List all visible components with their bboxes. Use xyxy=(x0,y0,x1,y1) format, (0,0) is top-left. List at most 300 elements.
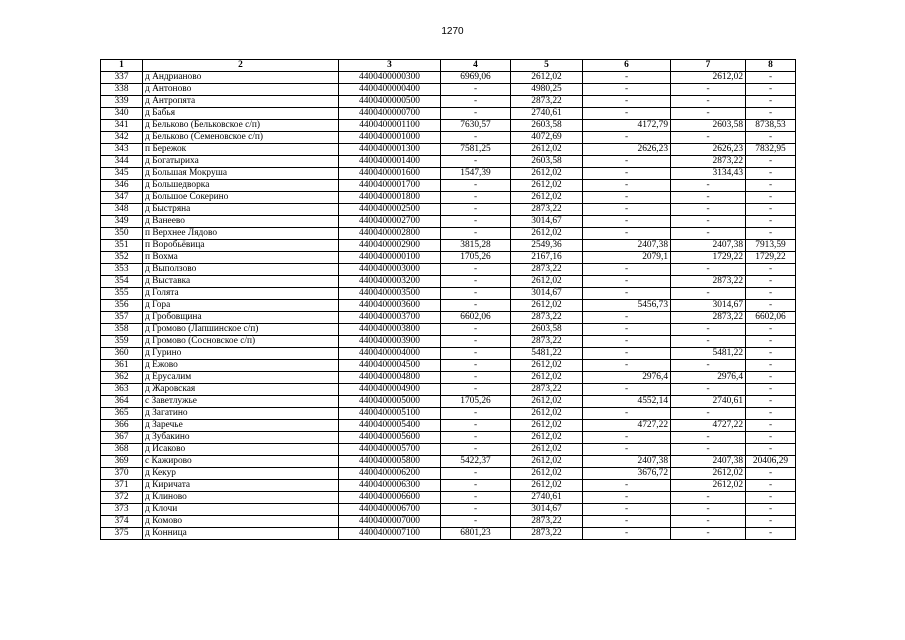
settlement-name-cell: д Громово (Лапшинское с/п) xyxy=(143,324,339,336)
settlement-name-cell: д Ванеево xyxy=(143,216,339,228)
value-cell: 1705,26 xyxy=(441,396,511,408)
code-cell: 4400400005700 xyxy=(339,444,441,456)
value-cell: - xyxy=(441,408,511,420)
value-cell: 4552,14 xyxy=(583,396,671,408)
table-row xyxy=(101,528,796,540)
value-cell: - xyxy=(746,84,796,96)
value-cell: 5481,22 xyxy=(511,348,583,360)
value-cell: - xyxy=(746,276,796,288)
row-number-cell: 353 xyxy=(101,264,143,276)
value-cell: 2612,02 xyxy=(511,456,583,468)
value-cell: - xyxy=(671,516,746,528)
row-number-cell: 341 xyxy=(101,120,143,132)
value-cell: - xyxy=(746,444,796,456)
row-number-cell: 345 xyxy=(101,168,143,180)
value-cell: - xyxy=(583,384,671,396)
settlement-name-cell: д Клиново xyxy=(143,492,339,504)
value-cell: - xyxy=(583,408,671,420)
value-cell: 2873,22 xyxy=(511,204,583,216)
value-cell: - xyxy=(441,108,511,120)
code-cell: 4400400001400 xyxy=(339,156,441,168)
settlement-name-cell: д Исаково xyxy=(143,444,339,456)
value-cell: 6602,06 xyxy=(746,312,796,324)
value-cell: 2612,02 xyxy=(511,372,583,384)
code-cell: 4400400003900 xyxy=(339,336,441,348)
value-cell: 2612,02 xyxy=(511,408,583,420)
value-cell: 2976,4 xyxy=(583,372,671,384)
column-header: 4 xyxy=(441,60,511,72)
code-cell: 4400400002800 xyxy=(339,228,441,240)
value-cell: - xyxy=(441,204,511,216)
value-cell: 4727,22 xyxy=(671,420,746,432)
value-cell: - xyxy=(583,480,671,492)
row-number-cell: 349 xyxy=(101,216,143,228)
value-cell: - xyxy=(441,324,511,336)
value-cell: - xyxy=(583,96,671,108)
code-cell: 4400400007000 xyxy=(339,516,441,528)
value-cell: 5481,22 xyxy=(671,348,746,360)
value-cell: 2603,58 xyxy=(511,324,583,336)
table-row xyxy=(101,108,796,120)
value-cell: 2603,58 xyxy=(511,156,583,168)
code-cell: 4400400000100 xyxy=(339,252,441,264)
row-number-cell: 370 xyxy=(101,468,143,480)
table-row xyxy=(101,480,796,492)
table-row xyxy=(101,180,796,192)
settlement-name-cell: д Комово xyxy=(143,516,339,528)
value-cell: - xyxy=(671,360,746,372)
column-header: 1 xyxy=(101,60,143,72)
value-cell: 2612,02 xyxy=(671,468,746,480)
code-cell: 4400400006600 xyxy=(339,492,441,504)
value-cell: 2740,61 xyxy=(511,108,583,120)
settlement-name-cell: п Бережок xyxy=(143,144,339,156)
row-number-cell: 339 xyxy=(101,96,143,108)
value-cell: - xyxy=(746,336,796,348)
value-cell: 7832,95 xyxy=(746,144,796,156)
settlements-table xyxy=(100,59,796,540)
table-row xyxy=(101,336,796,348)
value-cell: - xyxy=(583,84,671,96)
value-cell: 2873,22 xyxy=(511,264,583,276)
settlement-name-cell: д Кекур xyxy=(143,468,339,480)
value-cell: - xyxy=(583,216,671,228)
settlement-name-cell: д Большая Мокруша xyxy=(143,168,339,180)
code-cell: 4400400001100 xyxy=(339,120,441,132)
code-cell: 4400400000300 xyxy=(339,72,441,84)
table-row xyxy=(101,300,796,312)
row-number-cell: 360 xyxy=(101,348,143,360)
value-cell: - xyxy=(583,360,671,372)
value-cell: 7913,59 xyxy=(746,240,796,252)
row-number-cell: 369 xyxy=(101,456,143,468)
value-cell: 2873,22 xyxy=(511,384,583,396)
value-cell: - xyxy=(583,204,671,216)
value-cell: - xyxy=(583,528,671,540)
value-cell: 2873,22 xyxy=(511,312,583,324)
value-cell: - xyxy=(746,264,796,276)
value-cell: 2612,02 xyxy=(671,480,746,492)
value-cell: 2612,02 xyxy=(511,180,583,192)
value-cell: 6969,06 xyxy=(441,72,511,84)
code-cell: 4400400003700 xyxy=(339,312,441,324)
settlement-name-cell: с Заветлужье xyxy=(143,396,339,408)
value-cell: - xyxy=(583,432,671,444)
value-cell: 4072,69 xyxy=(511,132,583,144)
value-cell: - xyxy=(671,228,746,240)
value-cell: 4172,79 xyxy=(583,120,671,132)
value-cell: - xyxy=(441,216,511,228)
value-cell: - xyxy=(441,480,511,492)
column-header: 2 xyxy=(143,60,339,72)
row-number-cell: 357 xyxy=(101,312,143,324)
value-cell: 2873,22 xyxy=(671,276,746,288)
value-cell: 3815,28 xyxy=(441,240,511,252)
value-cell: 3014,67 xyxy=(511,288,583,300)
value-cell: 2740,61 xyxy=(511,492,583,504)
value-cell: - xyxy=(746,504,796,516)
value-cell: - xyxy=(441,468,511,480)
value-cell: - xyxy=(583,504,671,516)
value-cell: - xyxy=(441,372,511,384)
table-row xyxy=(101,432,796,444)
value-cell: 2612,02 xyxy=(511,432,583,444)
value-cell: 4727,22 xyxy=(583,420,671,432)
value-cell: - xyxy=(746,300,796,312)
code-cell: 4400400003000 xyxy=(339,264,441,276)
value-cell: - xyxy=(746,96,796,108)
value-cell: - xyxy=(746,180,796,192)
settlement-name-cell: д Бельково (Бельковское с/п) xyxy=(143,120,339,132)
value-cell: 2167,16 xyxy=(511,252,583,264)
code-cell: 4400400001300 xyxy=(339,144,441,156)
value-cell: 2612,02 xyxy=(511,420,583,432)
value-cell: 8738,53 xyxy=(746,120,796,132)
value-cell: - xyxy=(671,336,746,348)
value-cell: - xyxy=(441,432,511,444)
column-header: 3 xyxy=(339,60,441,72)
value-cell: 2873,22 xyxy=(671,156,746,168)
value-cell: - xyxy=(671,492,746,504)
code-cell: 4400400006200 xyxy=(339,468,441,480)
code-cell: 4400400004800 xyxy=(339,372,441,384)
code-cell: 4400400006700 xyxy=(339,504,441,516)
value-cell: - xyxy=(583,72,671,84)
code-cell: 4400400003600 xyxy=(339,300,441,312)
value-cell: 20406,29 xyxy=(746,456,796,468)
settlement-name-cell: д Конница xyxy=(143,528,339,540)
code-cell: 4400400004000 xyxy=(339,348,441,360)
value-cell: - xyxy=(671,84,746,96)
value-cell: - xyxy=(583,348,671,360)
value-cell: - xyxy=(583,492,671,504)
value-cell: - xyxy=(583,312,671,324)
table-row xyxy=(101,84,796,96)
row-number-cell: 363 xyxy=(101,384,143,396)
value-cell: - xyxy=(671,108,746,120)
value-cell: - xyxy=(746,348,796,360)
table-row xyxy=(101,120,796,132)
value-cell: - xyxy=(746,480,796,492)
value-cell: 2603,58 xyxy=(671,120,746,132)
value-cell: 2407,38 xyxy=(583,456,671,468)
value-cell: 2612,02 xyxy=(511,168,583,180)
code-cell: 4400400001700 xyxy=(339,180,441,192)
row-number-cell: 340 xyxy=(101,108,143,120)
row-number-cell: 350 xyxy=(101,228,143,240)
value-cell: 2626,23 xyxy=(671,144,746,156)
value-cell: - xyxy=(583,336,671,348)
settlement-name-cell: д Жаровская xyxy=(143,384,339,396)
value-cell: - xyxy=(583,228,671,240)
table-row xyxy=(101,216,796,228)
value-cell: 3676,72 xyxy=(583,468,671,480)
value-cell: 2612,02 xyxy=(511,444,583,456)
settlement-name-cell: п Вохма xyxy=(143,252,339,264)
value-cell: - xyxy=(441,384,511,396)
table-row xyxy=(101,252,796,264)
value-cell: - xyxy=(441,96,511,108)
value-cell: 3134,43 xyxy=(671,168,746,180)
table-body xyxy=(101,72,796,540)
settlement-name-cell: д Клочи xyxy=(143,504,339,516)
value-cell: - xyxy=(583,168,671,180)
table-row xyxy=(101,456,796,468)
value-cell: 2612,02 xyxy=(511,396,583,408)
value-cell: - xyxy=(746,432,796,444)
table-row xyxy=(101,132,796,144)
table-row xyxy=(101,192,796,204)
page-number: 1270 xyxy=(441,26,464,37)
value-cell: 2612,02 xyxy=(671,72,746,84)
settlement-name-cell: д Бельково (Семеновское с/п) xyxy=(143,132,339,144)
value-cell: - xyxy=(441,228,511,240)
value-cell: - xyxy=(746,132,796,144)
value-cell: - xyxy=(583,180,671,192)
value-cell: - xyxy=(441,516,511,528)
table-row xyxy=(101,156,796,168)
value-cell: 2612,02 xyxy=(511,228,583,240)
value-cell: 2612,02 xyxy=(511,144,583,156)
value-cell: 7630,57 xyxy=(441,120,511,132)
value-cell: - xyxy=(671,216,746,228)
value-cell: - xyxy=(746,408,796,420)
value-cell: - xyxy=(441,264,511,276)
settlement-name-cell: д Гробовщина xyxy=(143,312,339,324)
settlement-name-cell: д Большедворка xyxy=(143,180,339,192)
value-cell: - xyxy=(441,156,511,168)
row-number-cell: 375 xyxy=(101,528,143,540)
value-cell: - xyxy=(671,432,746,444)
table-row xyxy=(101,420,796,432)
table-row xyxy=(101,372,796,384)
row-number-cell: 346 xyxy=(101,180,143,192)
value-cell: - xyxy=(746,384,796,396)
value-cell: 1729,22 xyxy=(671,252,746,264)
value-cell: - xyxy=(441,504,511,516)
row-number-cell: 365 xyxy=(101,408,143,420)
value-cell: - xyxy=(583,276,671,288)
column-header: 6 xyxy=(583,60,671,72)
code-cell: 4400400001800 xyxy=(339,192,441,204)
value-cell: - xyxy=(441,348,511,360)
table-row xyxy=(101,240,796,252)
value-cell: 2873,22 xyxy=(511,516,583,528)
value-cell: 7581,25 xyxy=(441,144,511,156)
table-row xyxy=(101,168,796,180)
table-row xyxy=(101,408,796,420)
value-cell: 2407,38 xyxy=(583,240,671,252)
code-cell: 4400400005800 xyxy=(339,456,441,468)
value-cell: 5422,37 xyxy=(441,456,511,468)
table-row xyxy=(101,96,796,108)
table-row xyxy=(101,516,796,528)
code-cell: 4400400006300 xyxy=(339,480,441,492)
value-cell: 2612,02 xyxy=(511,72,583,84)
value-cell: 2612,02 xyxy=(511,192,583,204)
settlement-name-cell: п Верхнее Лядово xyxy=(143,228,339,240)
value-cell: - xyxy=(583,444,671,456)
value-cell: 2612,02 xyxy=(511,480,583,492)
value-cell: 2407,38 xyxy=(671,240,746,252)
value-cell: 2407,38 xyxy=(671,456,746,468)
value-cell: 6801,23 xyxy=(441,528,511,540)
table-row xyxy=(101,360,796,372)
code-cell: 4400400001600 xyxy=(339,168,441,180)
value-cell: - xyxy=(441,84,511,96)
row-number-cell: 359 xyxy=(101,336,143,348)
value-cell: - xyxy=(441,276,511,288)
value-cell: - xyxy=(671,324,746,336)
settlement-name-cell: д Богатыриха xyxy=(143,156,339,168)
table-row xyxy=(101,204,796,216)
row-number-cell: 361 xyxy=(101,360,143,372)
value-cell: - xyxy=(746,108,796,120)
value-cell: - xyxy=(746,192,796,204)
value-cell: 2873,22 xyxy=(511,528,583,540)
column-header: 5 xyxy=(511,60,583,72)
row-number-cell: 343 xyxy=(101,144,143,156)
value-cell: - xyxy=(746,72,796,84)
settlement-name-cell: д Быстряна xyxy=(143,204,339,216)
value-cell: - xyxy=(671,96,746,108)
code-cell: 4400400005400 xyxy=(339,420,441,432)
row-number-cell: 358 xyxy=(101,324,143,336)
value-cell: - xyxy=(746,204,796,216)
settlement-name-cell: д Громово (Сосновское с/п) xyxy=(143,336,339,348)
row-number-cell: 373 xyxy=(101,504,143,516)
code-cell: 4400400000400 xyxy=(339,84,441,96)
value-cell: - xyxy=(746,516,796,528)
row-number-cell: 344 xyxy=(101,156,143,168)
table-row xyxy=(101,504,796,516)
value-cell: 2603,58 xyxy=(511,120,583,132)
row-number-cell: 368 xyxy=(101,444,143,456)
header-row xyxy=(101,60,796,72)
value-cell: - xyxy=(671,204,746,216)
value-cell: 2976,4 xyxy=(671,372,746,384)
code-cell: 4400400004500 xyxy=(339,360,441,372)
row-number-cell: 347 xyxy=(101,192,143,204)
settlement-name-cell: п Воробьёвица xyxy=(143,240,339,252)
value-cell: 2612,02 xyxy=(511,360,583,372)
code-cell: 4400400000500 xyxy=(339,96,441,108)
row-number-cell: 362 xyxy=(101,372,143,384)
value-cell: - xyxy=(671,504,746,516)
table-row xyxy=(101,144,796,156)
value-cell: - xyxy=(441,360,511,372)
value-cell: - xyxy=(441,300,511,312)
value-cell: - xyxy=(746,528,796,540)
value-cell: 1729,22 xyxy=(746,252,796,264)
code-cell: 4400400005100 xyxy=(339,408,441,420)
settlement-name-cell: д Ерусалим xyxy=(143,372,339,384)
table-row xyxy=(101,312,796,324)
settlement-name-cell: д Антропята xyxy=(143,96,339,108)
value-cell: - xyxy=(583,192,671,204)
value-cell: 2612,02 xyxy=(511,276,583,288)
value-cell: - xyxy=(441,492,511,504)
table-row xyxy=(101,384,796,396)
value-cell: 2626,23 xyxy=(583,144,671,156)
value-cell: - xyxy=(441,180,511,192)
table-row xyxy=(101,228,796,240)
value-cell: - xyxy=(746,228,796,240)
settlement-name-cell: д Зубакино xyxy=(143,432,339,444)
settlement-name-cell: с Кажирово xyxy=(143,456,339,468)
row-number-cell: 348 xyxy=(101,204,143,216)
value-cell: 1705,26 xyxy=(441,252,511,264)
value-cell: 2612,02 xyxy=(511,300,583,312)
value-cell: - xyxy=(583,288,671,300)
settlement-name-cell: д Гурино xyxy=(143,348,339,360)
row-number-cell: 364 xyxy=(101,396,143,408)
value-cell: - xyxy=(746,168,796,180)
value-cell: 2612,02 xyxy=(511,468,583,480)
value-cell: - xyxy=(746,156,796,168)
settlement-name-cell: д Киричата xyxy=(143,480,339,492)
code-cell: 4400400003800 xyxy=(339,324,441,336)
value-cell: 3014,67 xyxy=(511,216,583,228)
table-row xyxy=(101,72,796,84)
row-number-cell: 367 xyxy=(101,432,143,444)
column-header: 8 xyxy=(746,60,796,72)
value-cell: - xyxy=(746,492,796,504)
code-cell: 4400400005600 xyxy=(339,432,441,444)
code-cell: 4400400002900 xyxy=(339,240,441,252)
row-number-cell: 374 xyxy=(101,516,143,528)
settlement-name-cell: д Андрианово xyxy=(143,72,339,84)
value-cell: - xyxy=(746,372,796,384)
code-cell: 4400400001000 xyxy=(339,132,441,144)
value-cell: - xyxy=(671,132,746,144)
value-cell: - xyxy=(671,384,746,396)
row-number-cell: 352 xyxy=(101,252,143,264)
code-cell: 4400400002500 xyxy=(339,204,441,216)
column-header: 7 xyxy=(671,60,746,72)
value-cell: - xyxy=(441,132,511,144)
row-number-cell: 355 xyxy=(101,288,143,300)
value-cell: - xyxy=(671,192,746,204)
code-cell: 4400400003200 xyxy=(339,276,441,288)
table-row xyxy=(101,444,796,456)
value-cell: - xyxy=(441,288,511,300)
value-cell: 2079,1 xyxy=(583,252,671,264)
value-cell: - xyxy=(746,288,796,300)
settlement-name-cell: д Заречье xyxy=(143,420,339,432)
row-number-cell: 337 xyxy=(101,72,143,84)
value-cell: - xyxy=(583,156,671,168)
